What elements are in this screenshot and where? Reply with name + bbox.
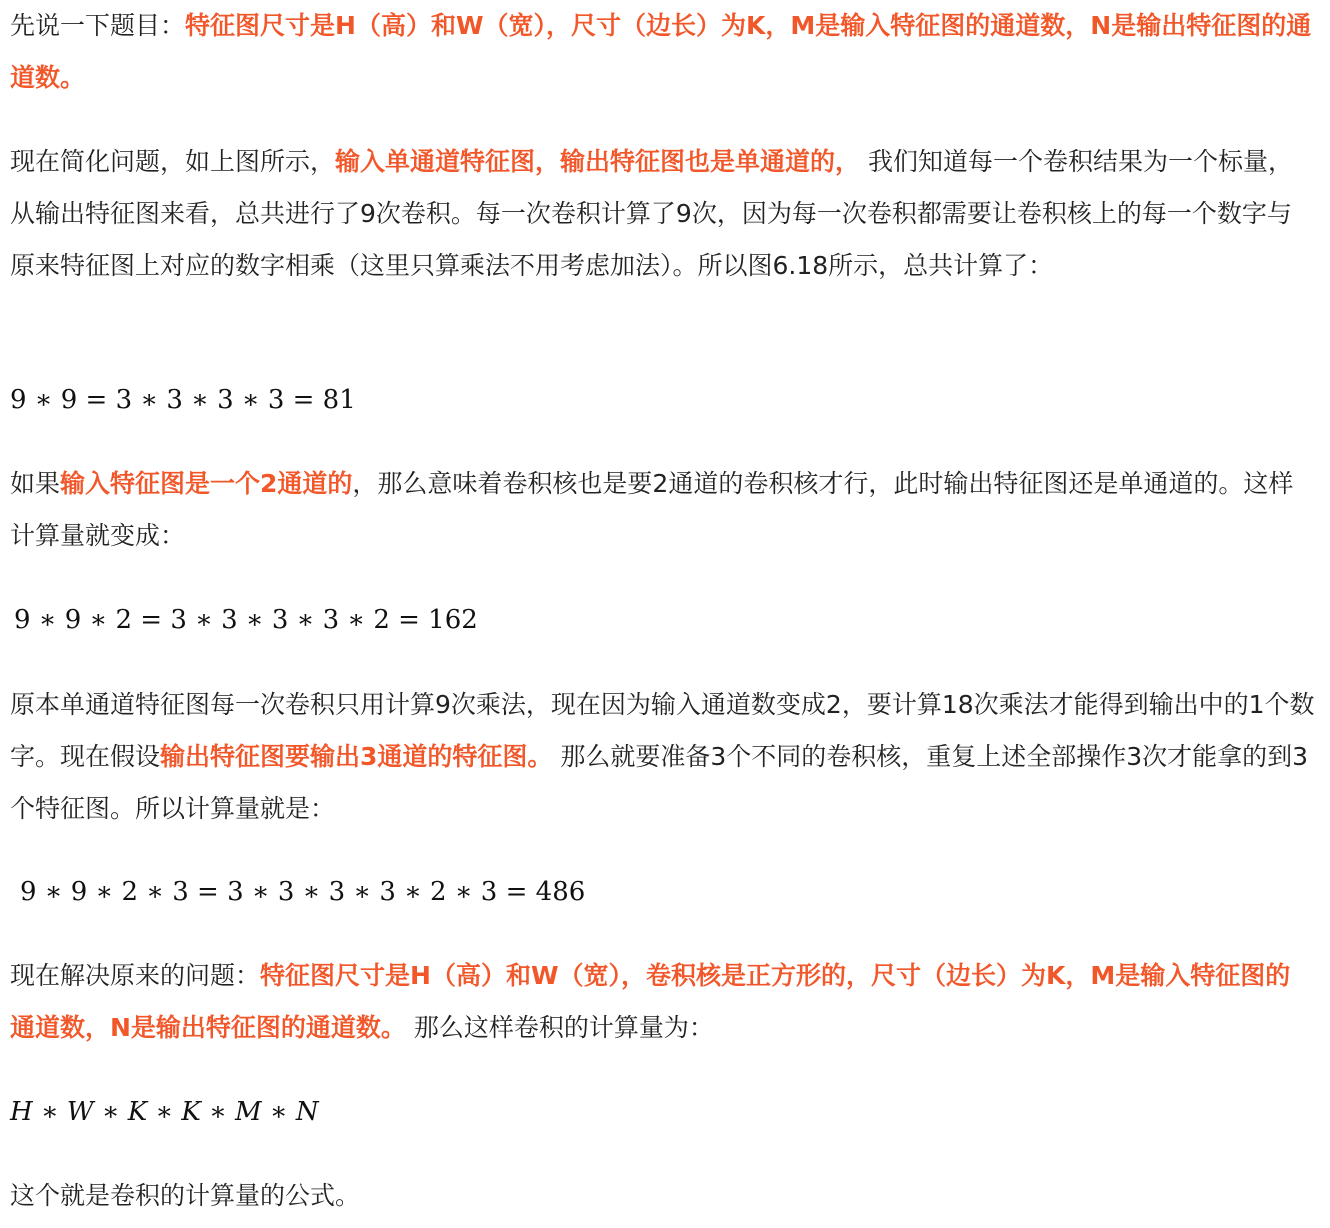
- highlight-three-output-channels: 输出特征图要输出3通道的特征图。: [160, 742, 553, 771]
- three-channel-intro-text: 原本单通道特征图每一次卷积只用计算9次乘法，现在因为输入通道数变成2，要计算18次乘法才能得到输出中的1个数字。现在假设: [10, 690, 1315, 771]
- two-channel-explanation-text: ，那么意味着卷积核也是要2通道的卷积核才行，此时输出特征图还是单通道的。这样计算量就变成：: [10, 469, 1294, 550]
- paragraph-two-channel: [10, 458, 1315, 562]
- simplified-intro-text: 现在简化问题，如上图所示，: [10, 147, 336, 176]
- two-channel-intro-text: 如果: [10, 469, 61, 498]
- simplified-explanation-text: 我们知道每一个卷积结果为一个标量，从输出特征图来看，总共进行了9次卷积。每一次卷积计算了9次，因为每一次卷积都需要让卷积核上的每一个数字与原来特征图上对应的数字相乘（这里只算乘法不用考虑加法）。所以图6.18所示，总共计算了：: [10, 147, 1293, 280]
- formula-three-output-channels: 9 ∗ 9 ∗ 2 ∗ 3 = 3 ∗ 3 ∗ 3 ∗ 3 ∗ 2 ∗ 3 = 486: [20, 877, 586, 907]
- paragraph-general-case: [10, 950, 1315, 1054]
- highlight-general-definition: 特征图尺寸是H（高）和W（宽），卷积核是正方形的，尺寸（边长）为K，M是输入特征图的通道数，N是输出特征图的通道数。: [10, 961, 1291, 1042]
- conclusion-text: 这个就是卷积的计算量的公式。: [10, 1181, 361, 1210]
- paragraph-simplified-case: [10, 136, 1315, 292]
- three-channel-explanation-text: 那么就要准备3个不同的卷积核，重复上述全部操作3次才能拿的到3个特征图。所以计算量就是：: [10, 742, 1309, 823]
- highlight-single-channel: 输入单通道特征图，输出特征图也是单通道的，: [335, 147, 861, 176]
- formula-general: H ∗ W ∗ K ∗ K ∗ M ∗ N: [10, 1097, 319, 1127]
- intro-text: 先说一下题目：: [10, 11, 186, 40]
- highlight-problem-definition: 特征图尺寸是H（高）和W（宽），尺寸（边长）为K，M是输入特征图的通道数，N是输出特征图的通道数。: [10, 11, 1312, 92]
- paragraph-problem-statement: [10, 0, 1315, 104]
- formula-two-channel: 9 ∗ 9 ∗ 2 = 3 ∗ 3 ∗ 3 ∗ 3 ∗ 2 = 162: [14, 605, 478, 635]
- paragraph-conclusion: [10, 1170, 1315, 1222]
- formula-single-channel: 9 ∗ 9 = 3 ∗ 3 ∗ 3 ∗ 3 = 81: [10, 385, 356, 415]
- general-explanation-text: 那么这样卷积的计算量为：: [405, 1013, 714, 1042]
- general-intro-text: 现在解决原来的问题：: [10, 961, 261, 990]
- paragraph-three-output-channels: [10, 679, 1315, 835]
- highlight-two-channel: 输入特征图是一个2通道的: [60, 469, 353, 498]
